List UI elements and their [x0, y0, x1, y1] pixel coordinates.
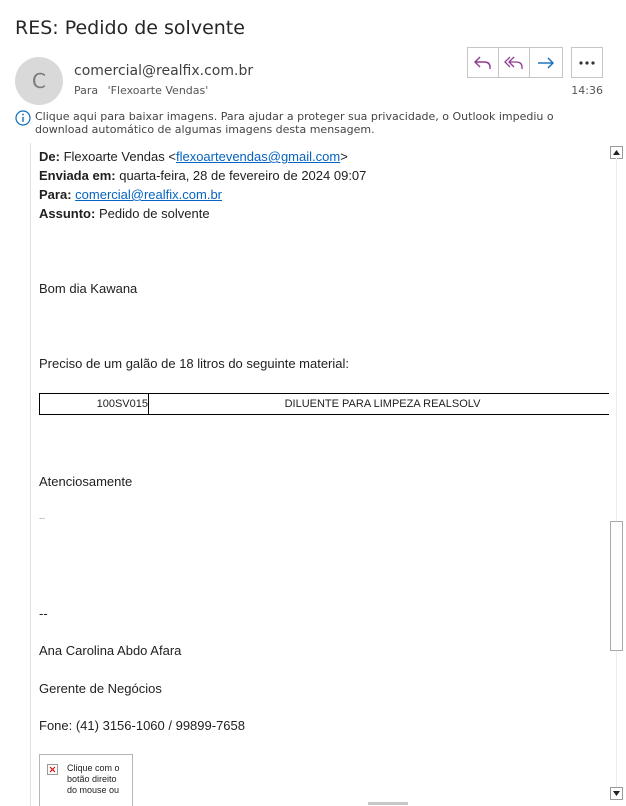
header-subject: [39, 206, 210, 221]
ellipsis-icon: [578, 60, 596, 66]
closing: Atenciosamente: [39, 474, 133, 489]
recipient-line: [74, 84, 208, 97]
blocked-images-infobar[interactable]: [15, 110, 605, 136]
greeting: Bom dia Kawana: [39, 281, 138, 296]
scroll-thumb[interactable]: [610, 521, 623, 651]
reply-all-icon: [504, 55, 524, 71]
reply-button[interactable]: [468, 48, 499, 77]
triangle-down-icon: [613, 791, 620, 796]
forward-icon: [536, 55, 556, 71]
sent-label: Enviada em:: [39, 168, 116, 183]
infobar-text: Clique aqui para baixar imagens. Para ajudar a proteger sua privacidade, o Outlook impediu o download automático de algumas imagens desta mensagem.: [35, 110, 554, 136]
message-body: [30, 143, 609, 806]
from-close: >: [340, 149, 348, 164]
broken-image-icon: [47, 764, 58, 775]
to-label: Para:: [39, 187, 72, 202]
sender-avatar[interactable]: [15, 57, 63, 105]
recipient-name[interactable]: 'Flexoarte Vendas': [107, 84, 209, 97]
avatar-initial: C: [32, 69, 46, 93]
material-code: 100SV015: [96, 398, 148, 410]
sent-value: quarta-feira, 28 de fevereiro de 2024 09:07: [119, 168, 367, 183]
message-actions: [467, 47, 563, 78]
scroll-track[interactable]: [616, 157, 617, 789]
table-row: [40, 394, 149, 414]
email-subject: RES: Pedido de solvente: [15, 17, 245, 39]
info-icon: [15, 110, 31, 126]
subject-value: Pedido de solvente: [98, 206, 210, 221]
header-sent: [39, 168, 366, 183]
signature-title: Gerente de Negócios: [39, 681, 162, 696]
recipient-label: Para: [74, 84, 99, 97]
from-label: De:: [39, 149, 60, 164]
header-from: [39, 149, 348, 164]
reply-icon: [473, 55, 493, 71]
reply-all-button[interactable]: [499, 48, 530, 77]
signature-name: Ana Carolina Abdo Afara: [39, 643, 182, 658]
header-to: [39, 187, 222, 202]
subject-label: Assunto:: [39, 206, 96, 221]
signature-separator-small: --: [39, 513, 45, 523]
sender-address[interactable]: comercial@realfix.com.br: [74, 63, 254, 79]
triangle-up-icon: [613, 150, 620, 155]
forward-button[interactable]: [530, 48, 562, 77]
horizontal-scroll-thumb[interactable]: [368, 802, 408, 805]
more-actions-button[interactable]: [571, 47, 603, 78]
blocked-image-placeholder[interactable]: [39, 754, 133, 806]
request-text: Preciso de um galão de 18 litros do seguinte material:: [39, 356, 350, 371]
vertical-scrollbar[interactable]: [608, 143, 625, 803]
to-email-link[interactable]: comercial@realfix.com.br: [75, 187, 222, 202]
scroll-down-button[interactable]: [610, 787, 623, 800]
from-email-link[interactable]: flexoartevendas@gmail.com: [175, 149, 341, 164]
material-description: DILUENTE PARA LIMPEZA REALSOLV: [284, 398, 481, 410]
material-table: [39, 393, 609, 415]
image-placeholder-text: Clique com o botão direito do mouse ou: [67, 763, 120, 795]
signature-separator: --: [39, 606, 48, 621]
signature-phone: Fone: (41) 3156-1060 / 99899-7658: [39, 718, 245, 733]
from-name: Flexoarte Vendas <: [63, 149, 176, 164]
received-time: 14:36: [571, 84, 603, 97]
